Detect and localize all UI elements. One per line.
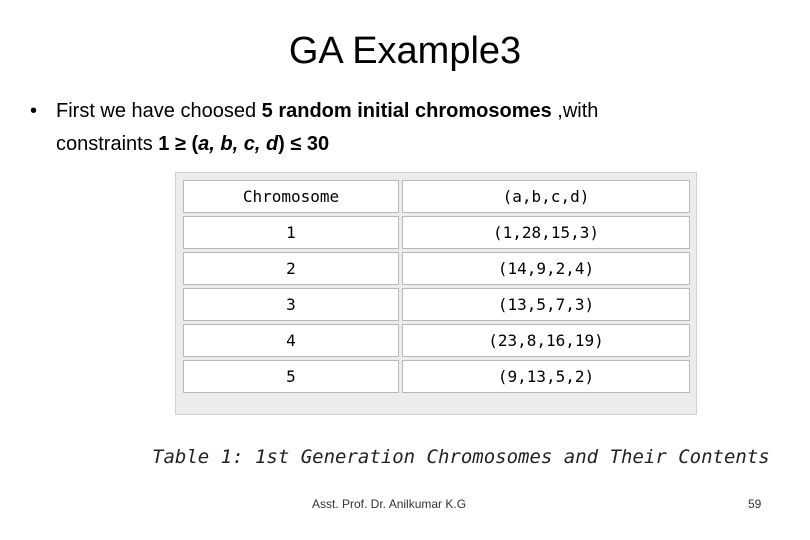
bullet-bold-part: 5 random initial chromosomes (261, 100, 552, 122)
chromosome-value-cell: (14,9,2,4) (402, 252, 690, 285)
chromosome-value-cell: (9,13,5,2) (402, 360, 690, 393)
slide-title: GA Example3 (288, 30, 522, 72)
table-row (183, 288, 690, 321)
table-caption (152, 446, 770, 468)
caption-text: 1st Generation Chromosomes and Their Contents (243, 446, 770, 468)
page-number: 59 (748, 497, 762, 511)
constraint-expression: 1 ≥ (a, b, c, d) ≤ 30 (158, 133, 330, 155)
bullet-text-part: constraints (56, 133, 159, 155)
chromosome-id-cell: 4 (183, 324, 399, 357)
chromosome-id-cell: 3 (183, 288, 399, 321)
table-row (183, 216, 690, 249)
chromosome-table (180, 177, 693, 396)
chromosome-value-cell: (1,28,15,3) (402, 216, 690, 249)
bullet-marker: • (30, 100, 38, 122)
chromosome-id-cell: 5 (183, 360, 399, 393)
table-row (183, 252, 690, 285)
table-header-cell: (a,b,c,d) (402, 180, 690, 213)
chromosome-table-frame (175, 172, 697, 415)
table-header-row (183, 180, 690, 213)
bullet-point (30, 95, 790, 161)
table-row (183, 360, 690, 393)
bullet-text (56, 95, 790, 161)
table-row (183, 324, 690, 357)
chromosome-value-cell: (13,5,7,3) (402, 288, 690, 321)
constraint-variables: a, b, c, d (198, 133, 279, 155)
bullet-text-part: ,with (551, 100, 599, 122)
slide-footer: Asst. Prof. Dr. Anilkumar K.G (312, 497, 467, 511)
bullet-text-part: First we have choosed (56, 100, 262, 122)
chromosome-id-cell: 1 (183, 216, 399, 249)
chromosome-id-cell: 2 (183, 252, 399, 285)
table-header-cell: Chromosome (183, 180, 399, 213)
chromosome-value-cell: (23,8,16,19) (402, 324, 690, 357)
caption-label: Table 1: (152, 446, 244, 468)
